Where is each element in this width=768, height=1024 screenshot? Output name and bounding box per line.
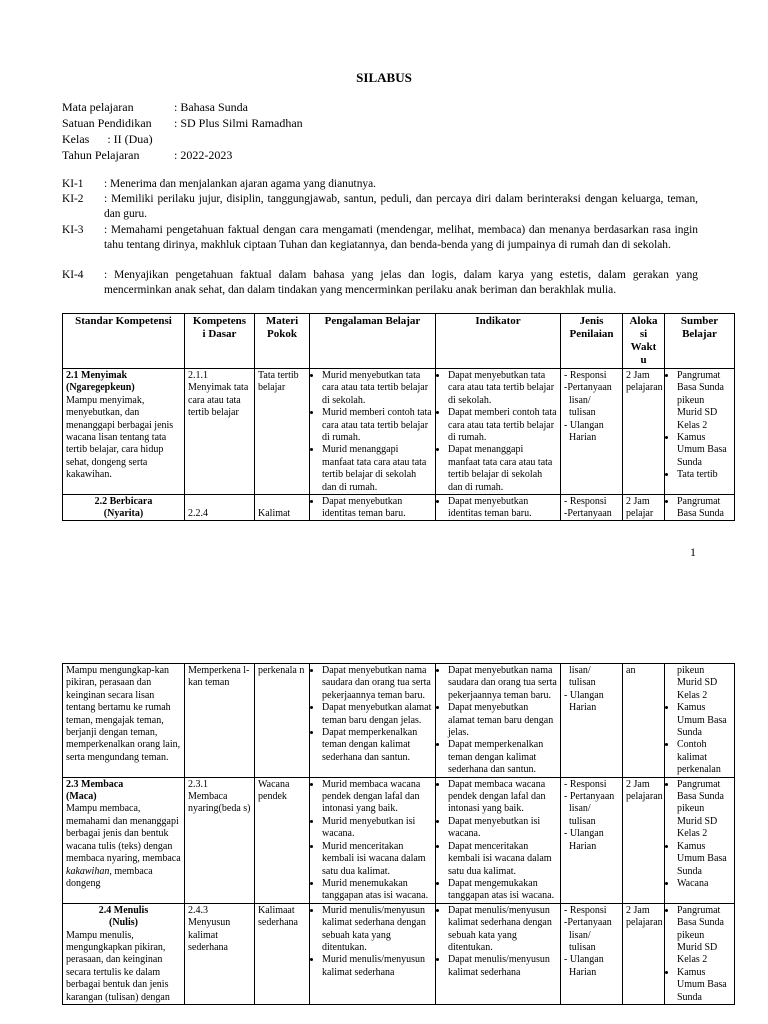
cell-indikator (436, 903, 561, 1004)
cell-sumber (665, 495, 735, 521)
cell-waktu (623, 664, 665, 778)
list-item: • Kamus Umum Basa Sunda (677, 432, 731, 469)
list-item: • Dapat menyebutkan nama saudara dan orang tua serta pekerjaannya teman baru. (448, 665, 557, 702)
syllabus-table (62, 313, 735, 521)
sk-title: 2.2 Berbicara (Nyarita) (94, 496, 153, 520)
meta-label: Satuan Pendidikan (62, 116, 152, 130)
cell-penilaian (561, 777, 623, 903)
sk-text-part: Mampu membaca, memahami dan menanggapi berbagai jenis dan bentuk wacana tulis (teks) dengan membaca nyaring, membaca (66, 803, 181, 865)
header-cell: Standar Kompetensi (63, 314, 185, 369)
list-item: • Murid menulis/menyusun kalimat sederhana (322, 954, 432, 979)
cell-kompetensi-dasar (185, 903, 255, 1004)
header-cell: Materi Pokok (255, 314, 310, 369)
meta-value: : 2022-2023 (174, 148, 233, 162)
cell-sumber (665, 903, 735, 1004)
list-item: • Kamus Umum Basa Sunda (677, 967, 731, 1004)
kd-text: 2.1.1 Menyimak tata cara atau tata tertib belajar (188, 370, 249, 419)
table-row (63, 495, 735, 521)
ki-text: : Memahami pengetahuan faktual dengan cara mengamati (mendengar, melihat, membaca) dan menanya berdasarkan rasa ingin tahu tentang dirinya, makhluk ciptaan Tuhan dan kegiatannya, dan benda-benda yang di jumpainya di rumah dan di sekolah. (104, 224, 698, 251)
meta-row (62, 115, 303, 131)
sumber-text: pikeun Murid SD Kelas 2 (677, 665, 718, 701)
kd-text: 2.2.4 (188, 508, 208, 519)
cell-materi (255, 664, 310, 778)
cell-standar-kompetensi (63, 777, 185, 903)
meta-row (62, 99, 248, 115)
cell-waktu (623, 777, 665, 903)
kd-text: 2.3.1 Membaca nyaring(beda s) (188, 778, 251, 815)
ki-text: : Menyajikan pengetahuan faktual dalam bahasa yang jelas dan logis, dalam karya yang estetis, dalam gerakan yang mencerminkan anak sehat, dan dalam tindakan yang mencerminkan perilaku anak beriman dan berakhlak mulia. (104, 269, 698, 296)
list-item: • Murid menemukakan tanggapan atas isi wacana. (322, 878, 432, 903)
list-item: • Dapat menanggapi manfaat tata cara atau tata tertib belajar di sekolah dan di rumah. (448, 444, 557, 494)
materi-text: Kalimaat sederhana (258, 904, 298, 929)
list-item: • Murid menceritakan kembali isi wacana dalam satu dua kalimat. (322, 841, 432, 878)
list-item: • Wacana (677, 878, 731, 890)
cell-materi (255, 495, 310, 521)
penilaian-text: - Responsi -Pertanyaan lisan/ tulisan - Ulangan Harian (564, 904, 612, 978)
list-item: • Pangrumat Basa Sunda pikeun Murid SD Kelas 2 (677, 905, 731, 967)
cell-waktu (623, 903, 665, 1004)
list-item: • Murid menyebutkan isi wacana. (322, 816, 432, 841)
list-item: • Dapat menyebutkan isi wacana. (448, 816, 557, 841)
kd-text: Memperkena l- kan teman (188, 665, 250, 689)
list-item: • Dapat menyebutkan identitas teman baru. (322, 496, 432, 521)
cell-indikator (436, 664, 561, 778)
page-number: 1 (690, 545, 696, 559)
sk-text-part: , membaca dongeng (66, 865, 153, 889)
cell-pengalaman (310, 369, 436, 495)
ki-code: KI-3 (62, 224, 84, 236)
table-row (63, 664, 735, 778)
list-item: • Dapat memberi contoh tata cara atau tata tertib belajar di rumah. (448, 407, 557, 444)
cell-sumber (665, 369, 735, 495)
meta-row (62, 131, 153, 147)
cell-kompetensi-dasar (185, 664, 255, 778)
cell-pengalaman (310, 903, 436, 1004)
list-item: • Murid memberi contoh tata cara atau tata tertib belajar di rumah. (322, 407, 432, 444)
page-2 (0, 575, 768, 1024)
header-cell: Jenis Penilaian (561, 314, 623, 369)
cell-kompetensi-dasar (185, 777, 255, 903)
waktu-text: 2 Jam pelajaran (626, 904, 663, 929)
ki-code: KI-2 (62, 193, 84, 205)
list-item: • Dapat memperkenalkan teman dengan kalimat sederhana dan santun. (448, 739, 557, 776)
penilaian-text: - Responsi -Pertanyaan (564, 496, 612, 520)
cell-standar-kompetensi (63, 369, 185, 495)
cell-pengalaman (310, 777, 436, 903)
penilaian-text: - Responsi - Pertanyaan lisan/ tulisan - Ulangan Harian (564, 778, 615, 852)
materi-text: Tata tertib belajar (258, 370, 299, 394)
table-row (63, 777, 735, 903)
meta-value: : SD Plus Silmi Ramadhan (174, 116, 303, 130)
waktu-text: 2 Jam pelajar (626, 496, 654, 520)
cell-standar-kompetensi (63, 903, 185, 1004)
document-title: SILABUS (356, 70, 412, 85)
sk-text: Mampu menyimak, menyebutkan, dan menanggapi berbagai jenis wacana lisan tentang tata tertib belajar, cara hidup sehat, dongeng serta kakawihan. (66, 394, 174, 481)
penilaian-text: - Responsi -Pertanyaan lisan/ tulisan - Ulangan Harian (564, 370, 612, 444)
waktu-text: an (626, 665, 636, 676)
list-item: • Dapat menceritakan kembali isi wacana dalam satu dua kalimat. (448, 841, 557, 878)
header-cell: Sumber Belajar (665, 314, 735, 369)
list-item: • Dapat memperkenalkan teman dengan kalimat sederhana dan santun. (322, 727, 432, 764)
list-item: • Pangrumat Basa Sunda pikeun Murid SD Kelas 2 (677, 370, 731, 432)
cell-sumber (665, 777, 735, 903)
cell-indikator (436, 777, 561, 903)
list-item: • Dapat menyebutkan alamat teman baru dengan jelas. (322, 702, 432, 727)
list-item: • Dapat menyebutkan tata cara atau tata tertib belajar di sekolah. (448, 370, 557, 407)
sk-title: 2.1 Menyimak (Ngaregepkeun) (66, 370, 135, 394)
waktu-text: 2 Jam pelajaran (626, 778, 663, 803)
header-cell: Kompetens i Dasar (185, 314, 255, 369)
list-item: • Kamus Umum Basa Sunda (677, 702, 731, 739)
meta-label: Tahun Pelajaran (62, 148, 140, 162)
syllabus-table-continued (62, 663, 735, 1005)
cell-pengalaman (310, 664, 436, 778)
list-item: • Dapat menulis/menyusun kalimat sederhana (448, 954, 557, 979)
header-cell: Pengalaman Belajar (310, 314, 436, 369)
cell-waktu (623, 495, 665, 521)
cell-kompetensi-dasar (185, 495, 255, 521)
meta-value: : Bahasa Sunda (174, 100, 248, 114)
meta-label: Kelas : II (Dua) (62, 132, 153, 146)
list-item: • Tata tertib (677, 469, 731, 481)
cell-materi (255, 903, 310, 1004)
materi-text: Wacana pendek (258, 778, 290, 803)
list-item: • Dapat mengemukakan tanggapan atas isi wacana. (448, 878, 557, 903)
ki-text: : Memiliki perilaku jujur, disiplin, tanggungjawab, santun, peduli, dan percaya diri dalam berinteraksi dengan keluarga, teman, dan guru. (104, 193, 698, 220)
sk-title: 2.3 Membaca (Maca) (66, 778, 124, 803)
list-item: • Murid menyebutkan tata cara atau tata tertib belajar di sekolah. (322, 370, 432, 407)
sk-text (66, 803, 181, 890)
materi-text: perkenala n (258, 665, 305, 676)
table-row (63, 369, 735, 495)
meta-row (62, 147, 232, 163)
cell-waktu (623, 369, 665, 495)
cell-materi (255, 369, 310, 495)
ki-text: : Menerima dan menjalankan ajaran agama yang dianutnya. (104, 178, 376, 190)
list-item: • Kamus Umum Basa Sunda (677, 841, 731, 878)
cell-standar-kompetensi (63, 495, 185, 521)
sk-text-italic: kakawihan (66, 865, 110, 877)
cell-kompetensi-dasar (185, 369, 255, 495)
list-item: • Pangrumat Basa Sunda pikeun Murid SD Kelas 2 (677, 779, 731, 841)
sk-text: Mampu mengungkap-kan pikiran, perasaan dan keinginan secara lisan tentang bertamu ke rumah teman, mengajak teman, berjanji dengan teman, memperkenalkan orang lain, serta mengundang teman. (66, 665, 181, 763)
kd-text: 2.4.3 Menyusun kalimat sederhana (188, 904, 231, 953)
list-item: • Murid menulis/menyusun kalimat sederhana dengan sebuah kata yang ditentukan. (322, 905, 432, 955)
cell-penilaian (561, 664, 623, 778)
cell-indikator (436, 495, 561, 521)
header-cell: Indikator (436, 314, 561, 369)
cell-sumber (665, 664, 735, 778)
list-item: • Dapat menyebutkan alamat teman baru dengan jelas. (448, 702, 557, 739)
penilaian-text: lisan/ tulisan - Ulangan Harian (564, 665, 604, 714)
sk-text: Mampu menulis, mengungkapkan pikiran, perasaan, dan keinginan secara tertulis ke dalam berbagai bentuk dan jenis karangan (tulisan) dengan (66, 929, 170, 1003)
table-row (63, 903, 735, 1004)
ki-code: KI-1 (62, 178, 84, 190)
cell-pengalaman (310, 495, 436, 521)
list-item: • Murid menanggapi manfaat tata cara atau tata tertib belajar di sekolah dan di rumah. (322, 444, 432, 494)
list-item: • Murid membaca wacana pendek dengan lafal dan intonasi yang baik. (322, 779, 432, 816)
cell-penilaian (561, 369, 623, 495)
cell-indikator (436, 369, 561, 495)
waktu-text: 2 Jam pelajaran (626, 370, 663, 394)
list-item: • Dapat menyebutkan identitas teman baru. (448, 496, 557, 521)
list-item: • Dapat membaca wacana pendek dengan lafal dan intonasi yang baik. (448, 779, 557, 816)
list-item: • Contoh kalimat perkenalan (677, 739, 731, 776)
table-header-row (63, 314, 735, 369)
header-cell: Aloka si Wakt u (623, 314, 665, 369)
ki-code: KI-4 (62, 269, 84, 281)
materi-text: Kalimat (258, 508, 291, 519)
list-item: • Dapat menulis/menyusun kalimat sederhana dengan sebuah kata yang ditentukan. (448, 905, 557, 955)
cell-penilaian (561, 495, 623, 521)
sk-title: 2.4 Menulis (Nulis) (98, 904, 149, 929)
cell-standar-kompetensi (63, 664, 185, 778)
list-item: • Pangrumat Basa Sunda (677, 496, 731, 521)
cell-penilaian (561, 903, 623, 1004)
list-item: • Dapat menyebutkan nama saudara dan orang tua serta pekerjaannya teman baru. (322, 665, 432, 702)
cell-materi (255, 777, 310, 903)
meta-label: Mata pelajaran (62, 100, 134, 114)
